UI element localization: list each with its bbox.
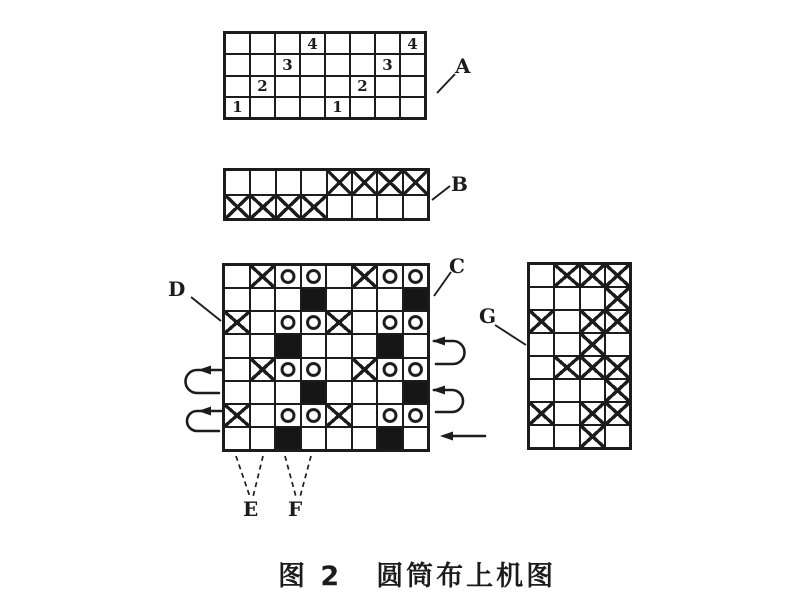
grid-cell-x (605, 379, 630, 402)
grid-cell-x (250, 265, 276, 288)
grid-cell-num: 3 (375, 54, 400, 75)
turn-arrow-right-1-head (432, 337, 445, 346)
label-g: G (479, 304, 497, 328)
grid-cell-empty (326, 288, 352, 311)
grid-cell-empty (377, 195, 402, 220)
grid-cell-empty (300, 54, 325, 75)
grid-cell-x (529, 402, 554, 425)
turn-arrow-left-1 (186, 370, 221, 393)
grid-cell-num: 2 (250, 76, 275, 97)
grid-cell-empty (352, 381, 378, 404)
figure-caption-title: 圆筒布上机图 (376, 561, 557, 592)
grid-cell-x (605, 264, 630, 287)
grid-cell-empty (529, 356, 554, 379)
grid-cell-x (377, 170, 402, 195)
grid-cell-empty (400, 97, 425, 118)
label-b: B (451, 172, 468, 196)
grid-cell-empty (326, 381, 352, 404)
grid-cell-x (276, 195, 301, 220)
grid-cell-x (580, 333, 605, 356)
turn-arrow-right-1 (434, 341, 465, 364)
grid-cell-empty (326, 265, 352, 288)
label-f: F (288, 497, 303, 521)
grid-cell-fill (403, 288, 429, 311)
label-d-pointer-line (191, 297, 221, 321)
label-g-pointer-line (495, 325, 526, 345)
grid-cell-o (275, 404, 301, 427)
grid-cell-o (403, 265, 429, 288)
grid-cell-empty (529, 333, 554, 356)
grid-cell-empty (350, 54, 375, 75)
grid-cell-empty (554, 287, 579, 310)
grid-cell-empty (250, 288, 276, 311)
grid-cell-x (224, 311, 250, 334)
grid-cell-o (275, 358, 301, 381)
grid-cell-empty (352, 311, 378, 334)
grid-cell-empty (250, 404, 276, 427)
grid-cell-x (554, 264, 579, 287)
grid-cell-empty (224, 265, 250, 288)
grid-cell-fill (301, 288, 327, 311)
label-e: E (243, 497, 259, 521)
grid-cell-empty (325, 54, 350, 75)
grid-cell-empty (350, 97, 375, 118)
grid-cell-empty (529, 264, 554, 287)
grid-cell-empty (224, 381, 250, 404)
grid-cell-empty (400, 54, 425, 75)
label-a: A (455, 54, 471, 78)
turn-arrow-left-2-head (198, 407, 211, 416)
grid-cell-empty (554, 379, 579, 402)
grid-cell-num: 4 (300, 33, 325, 54)
grid-cell-empty (326, 427, 352, 450)
figure-caption (278, 554, 556, 593)
grid-cell-empty (301, 170, 326, 195)
grid-cell-o (301, 311, 327, 334)
label-c: C (449, 254, 465, 278)
grid-cell-empty (224, 288, 250, 311)
grid-cell-num: 4 (400, 33, 425, 54)
grid-cell-o (377, 265, 403, 288)
grid-cell-x (224, 404, 250, 427)
grid-cell-o (275, 311, 301, 334)
grid-cell-empty (403, 195, 428, 220)
grid-cell-fill (275, 334, 301, 357)
grid-cell-empty (375, 97, 400, 118)
grid-cell-empty (224, 427, 250, 450)
feed-direction-arrow-head (440, 432, 453, 441)
grid-cell-empty (377, 381, 403, 404)
grid-cell-num: 2 (350, 76, 375, 97)
grid-cell-empty (275, 288, 301, 311)
grid-cell-fill (403, 381, 429, 404)
grid-cell-x (352, 265, 378, 288)
grid-cell-x (605, 310, 630, 333)
grid-cell-empty (225, 170, 250, 195)
turn-arrow-right-2-head (432, 386, 445, 395)
grid-cell-empty (326, 358, 352, 381)
grid-cell-o (403, 311, 429, 334)
grid-cell-empty (250, 33, 275, 54)
grid-cell-empty (580, 379, 605, 402)
grid-cell-x (580, 310, 605, 333)
grid-cell-empty (250, 311, 276, 334)
grid-cell-empty (225, 54, 250, 75)
grid-cell-empty (225, 33, 250, 54)
grid-cell-fill (377, 427, 403, 450)
grid-cell-empty (352, 195, 377, 220)
grid-cell-empty (352, 404, 378, 427)
grid-cell-x (301, 195, 326, 220)
grid-cell-empty (350, 33, 375, 54)
grid-cell-empty (605, 425, 630, 448)
grid-cell-x (605, 402, 630, 425)
grid-cell-empty (250, 170, 275, 195)
grid-cell-num: 1 (225, 97, 250, 118)
figure-caption-number: 图 2 (278, 561, 343, 592)
grid-cell-empty (375, 76, 400, 97)
grid-cell-empty (325, 33, 350, 54)
turn-arrow-right-2 (434, 390, 463, 412)
grid-cell-empty (250, 381, 276, 404)
grid-cell-empty (403, 427, 429, 450)
grid-cell-empty (325, 76, 350, 97)
grid-cell-x (250, 195, 275, 220)
grid-cell-fill (377, 334, 403, 357)
grid-cell-empty (224, 334, 250, 357)
grid-cell-x (352, 170, 377, 195)
grid-cell-x (326, 404, 352, 427)
grid-cell-fill (275, 427, 301, 450)
grid-cell-o (403, 358, 429, 381)
grid-cell-empty (224, 358, 250, 381)
grid-cell-empty (554, 310, 579, 333)
grid-cell-empty (580, 287, 605, 310)
grid-cell-empty (326, 334, 352, 357)
turn-arrow-left-2 (187, 411, 221, 431)
grid-cell-empty (301, 427, 327, 450)
grid-cell-empty (529, 287, 554, 310)
number-draft-grid-a (223, 31, 427, 120)
grid-cell-empty (301, 334, 327, 357)
grid-cell-empty (554, 333, 579, 356)
grid-cell-x (326, 311, 352, 334)
grid-cell-x (327, 170, 352, 195)
grid-cell-empty (529, 379, 554, 402)
label-b-pointer-line (432, 186, 450, 200)
grid-cell-empty (352, 334, 378, 357)
grid-cell-o (275, 265, 301, 288)
grid-cell-x (605, 356, 630, 379)
pattern-grid-main (222, 263, 430, 452)
label-e-pointer-line-1 (236, 456, 250, 497)
pattern-grid-g (527, 262, 632, 450)
grid-cell-x (352, 358, 378, 381)
grid-cell-empty (275, 381, 301, 404)
grid-cell-o (301, 265, 327, 288)
grid-cell-empty (375, 33, 400, 54)
grid-cell-num: 1 (325, 97, 350, 118)
grid-cell-fill (301, 381, 327, 404)
grid-cell-empty (250, 54, 275, 75)
grid-cell-empty (403, 334, 429, 357)
grid-cell-empty (275, 76, 300, 97)
grid-cell-empty (554, 402, 579, 425)
turn-arrow-left-1-head (198, 366, 211, 375)
grid-cell-empty (275, 97, 300, 118)
grid-cell-empty (275, 33, 300, 54)
grid-cell-empty (250, 427, 276, 450)
grid-cell-empty (276, 170, 301, 195)
grid-cell-empty (377, 288, 403, 311)
grid-cell-empty (605, 333, 630, 356)
grid-cell-o (403, 404, 429, 427)
label-a-pointer-line (437, 74, 455, 93)
label-d: D (168, 277, 186, 301)
grid-cell-x (529, 310, 554, 333)
grid-cell-empty (327, 195, 352, 220)
grid-cell-x (403, 170, 428, 195)
grid-cell-x (250, 358, 276, 381)
grid-cell-empty (400, 76, 425, 97)
grid-cell-empty (352, 427, 378, 450)
grid-cell-x (580, 425, 605, 448)
label-e-pointer-line-2 (253, 456, 263, 497)
grid-cell-empty (225, 76, 250, 97)
grid-cell-x (580, 402, 605, 425)
grid-cell-empty (300, 97, 325, 118)
grid-cell-o (377, 311, 403, 334)
grid-cell-empty (352, 288, 378, 311)
grid-cell-o (301, 404, 327, 427)
grid-cell-empty (250, 334, 276, 357)
grid-cell-x (605, 287, 630, 310)
grid-cell-o (301, 358, 327, 381)
grid-cell-empty (529, 425, 554, 448)
grid-cell-x (580, 356, 605, 379)
grid-cell-empty (300, 76, 325, 97)
grid-cell-x (580, 264, 605, 287)
grid-cell-o (377, 404, 403, 427)
label-f-pointer-line-2 (300, 456, 311, 497)
grid-cell-num: 3 (275, 54, 300, 75)
needle-strip-grid-b (223, 168, 430, 221)
grid-cell-empty (250, 97, 275, 118)
grid-cell-x (554, 356, 579, 379)
grid-cell-o (377, 358, 403, 381)
grid-cell-empty (554, 425, 579, 448)
label-f-pointer-line-1 (285, 456, 296, 497)
grid-cell-x (225, 195, 250, 220)
